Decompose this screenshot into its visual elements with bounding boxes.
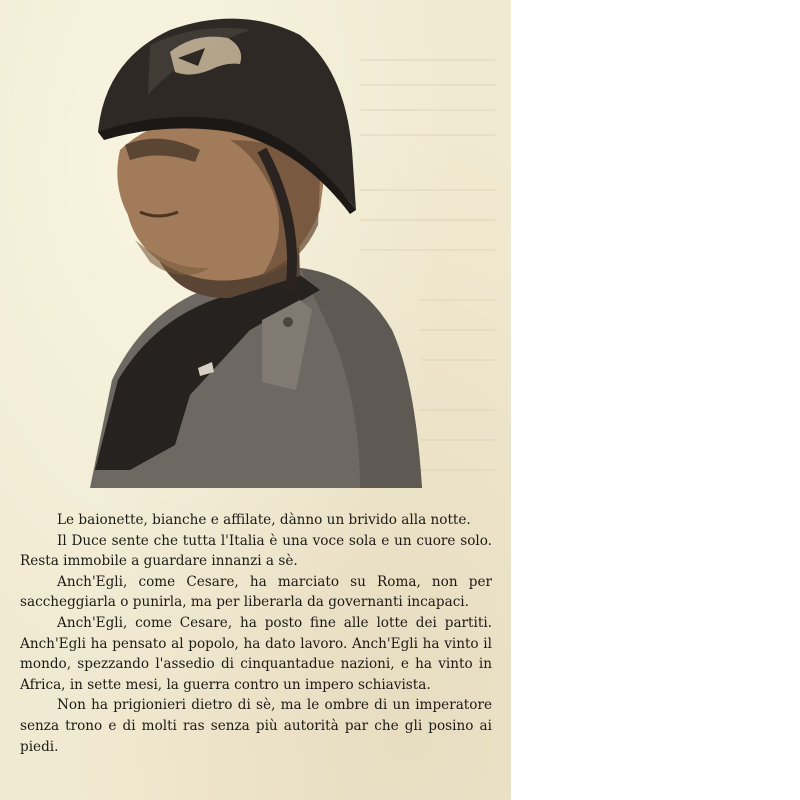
paragraph-1: Le baionette, bianche e affilate, dànno un brivido alla notte.: [57, 512, 471, 528]
paragraph-3: Anch'Egli, come Cesare, ha marciato su Roma, non per saccheggiarla o punirla, ma per liberarla da governanti incapaci.: [20, 573, 492, 611]
body-text: [20, 510, 492, 757]
paragraph-5: Non ha prigionieri dietro di sè, ma le ombre di un imperatore senza trono e di molti ras senza più autorità par che gli posino ai piedi.: [20, 697, 492, 755]
paragraph-4: Anch'Egli, come Cesare, ha posto fine alle lotte dei partiti. Anch'Egli ha pensato al popolo, ha dato lavoro. Anch'Egli ha vinto il mondo, spezzando l'assedio di cinquantadue nazioni, e ha vinto in Africa, in sette mesi, la guerra contro un impero schiavista.: [20, 614, 492, 693]
strap-button: [283, 317, 293, 327]
portrait-illustration: [0, 0, 511, 500]
paragraph-2: Il Duce sente che tutta l'Italia è una voce sola e un cuore solo. Resta immobile a guardare innanzi a sè.: [20, 532, 492, 570]
